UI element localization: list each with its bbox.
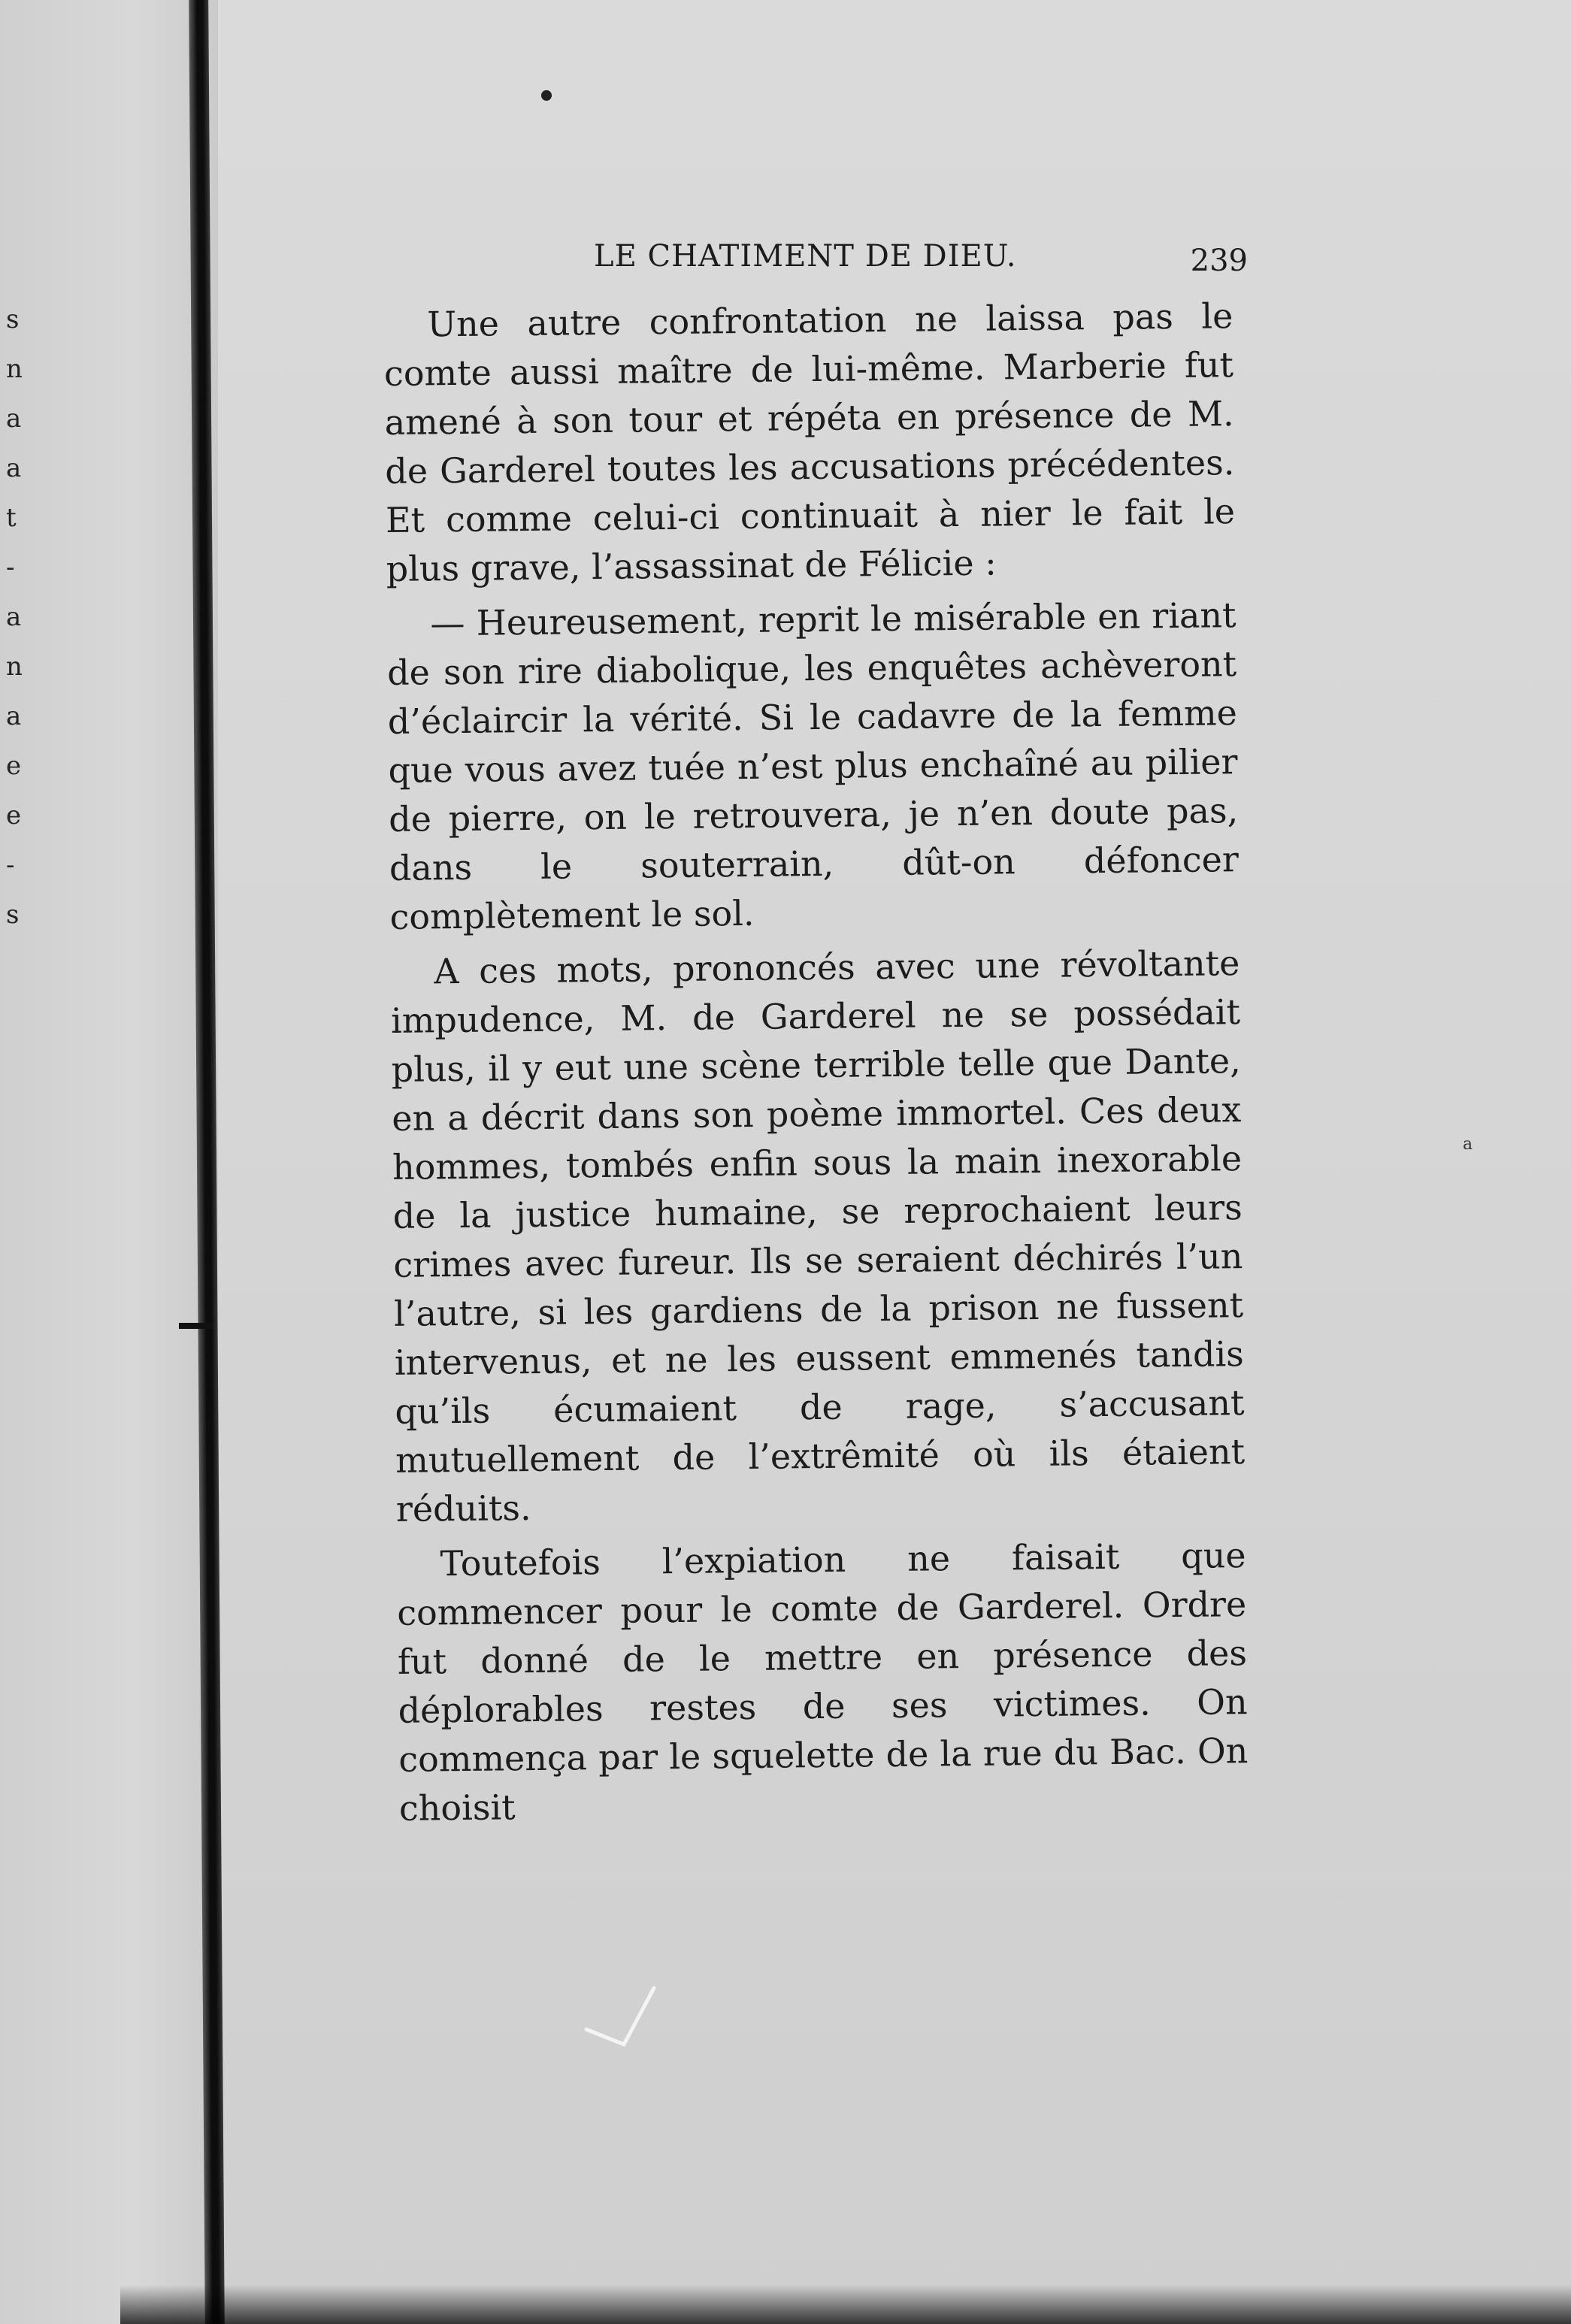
edge-letter: n	[6, 652, 23, 682]
edge-letter: n	[6, 354, 23, 384]
edge-letter: e	[6, 800, 22, 831]
edge-letter: a	[6, 701, 22, 731]
edge-letter: -	[6, 850, 15, 880]
page-number: 239	[1190, 244, 1248, 278]
facing-page-letters	[6, 295, 36, 940]
edge-letter: s	[6, 304, 20, 334]
ink-dot	[541, 90, 552, 101]
edge-letter: a	[6, 404, 22, 434]
body-text	[383, 292, 1249, 1833]
running-title: LE CHATIMENT DE DIEU.	[594, 239, 1017, 274]
edge-letter: s	[6, 900, 20, 930]
edge-letter: a	[6, 602, 22, 632]
paragraph: Une autre confrontation ne laissa pas le comte aussi maître de lui-même. Marberie fut amené à son tour et répéta en présence de M. de Garderel toutes les accusations précédentes. Et comme celui-ci continuait à nier le fait le plus grave, l’assassinat de Félicie :	[383, 295, 1236, 589]
paragraph: A ces mots, prononcés avec une révoltante impudence, M. de Garderel ne se possédait plus, il y eut une scène terrible telle que Dante, en a décrit dans son poème immortel. Ces deux hommes, tombés enfin sous la main inexorable de la justice humaine, se reprochaient leurs crimes avec fureur. Ils se seraient déchirés l’un l’autre, si les gardiens de la prison ne fussent intervenus, et ne les eussent emmenés tandis qu’ils écumaient de rage, s’accusant mutuellement de l’extrêmité où ils étaient réduits.	[390, 943, 1246, 1530]
gutter-tick-mark	[179, 1323, 212, 1329]
pencil-check-mark	[579, 1984, 669, 2052]
bottom-scan-shadow	[120, 2285, 1571, 2324]
running-head	[586, 239, 1248, 284]
paragraph: — Heureusement, reprit le misérable en riant de son rire diabolique, les enquêtes achèveront d’éclaircir la vérité. Si le cadavre de la femme que vous avez tuée n’est plus enchaîné au pilier de pierre, on le retrouvera, je n’en doute pas, dans le souterrain, dût-on défoncer complètement le sol.	[386, 595, 1240, 937]
edge-letter: -	[6, 552, 15, 583]
edge-letter: e	[6, 751, 22, 781]
margin-mark: a	[1463, 1135, 1473, 1154]
edge-letter: a	[6, 453, 22, 483]
edge-letter: t	[6, 503, 17, 533]
paragraph: Toutefois l’expiation ne faisait que commencer pour le comte de Garderel. Ordre fut donné de le mettre en présence des déplorables restes de ses victimes. On commença par le squelette de la rue du Bac. On choisit	[397, 1535, 1249, 1829]
